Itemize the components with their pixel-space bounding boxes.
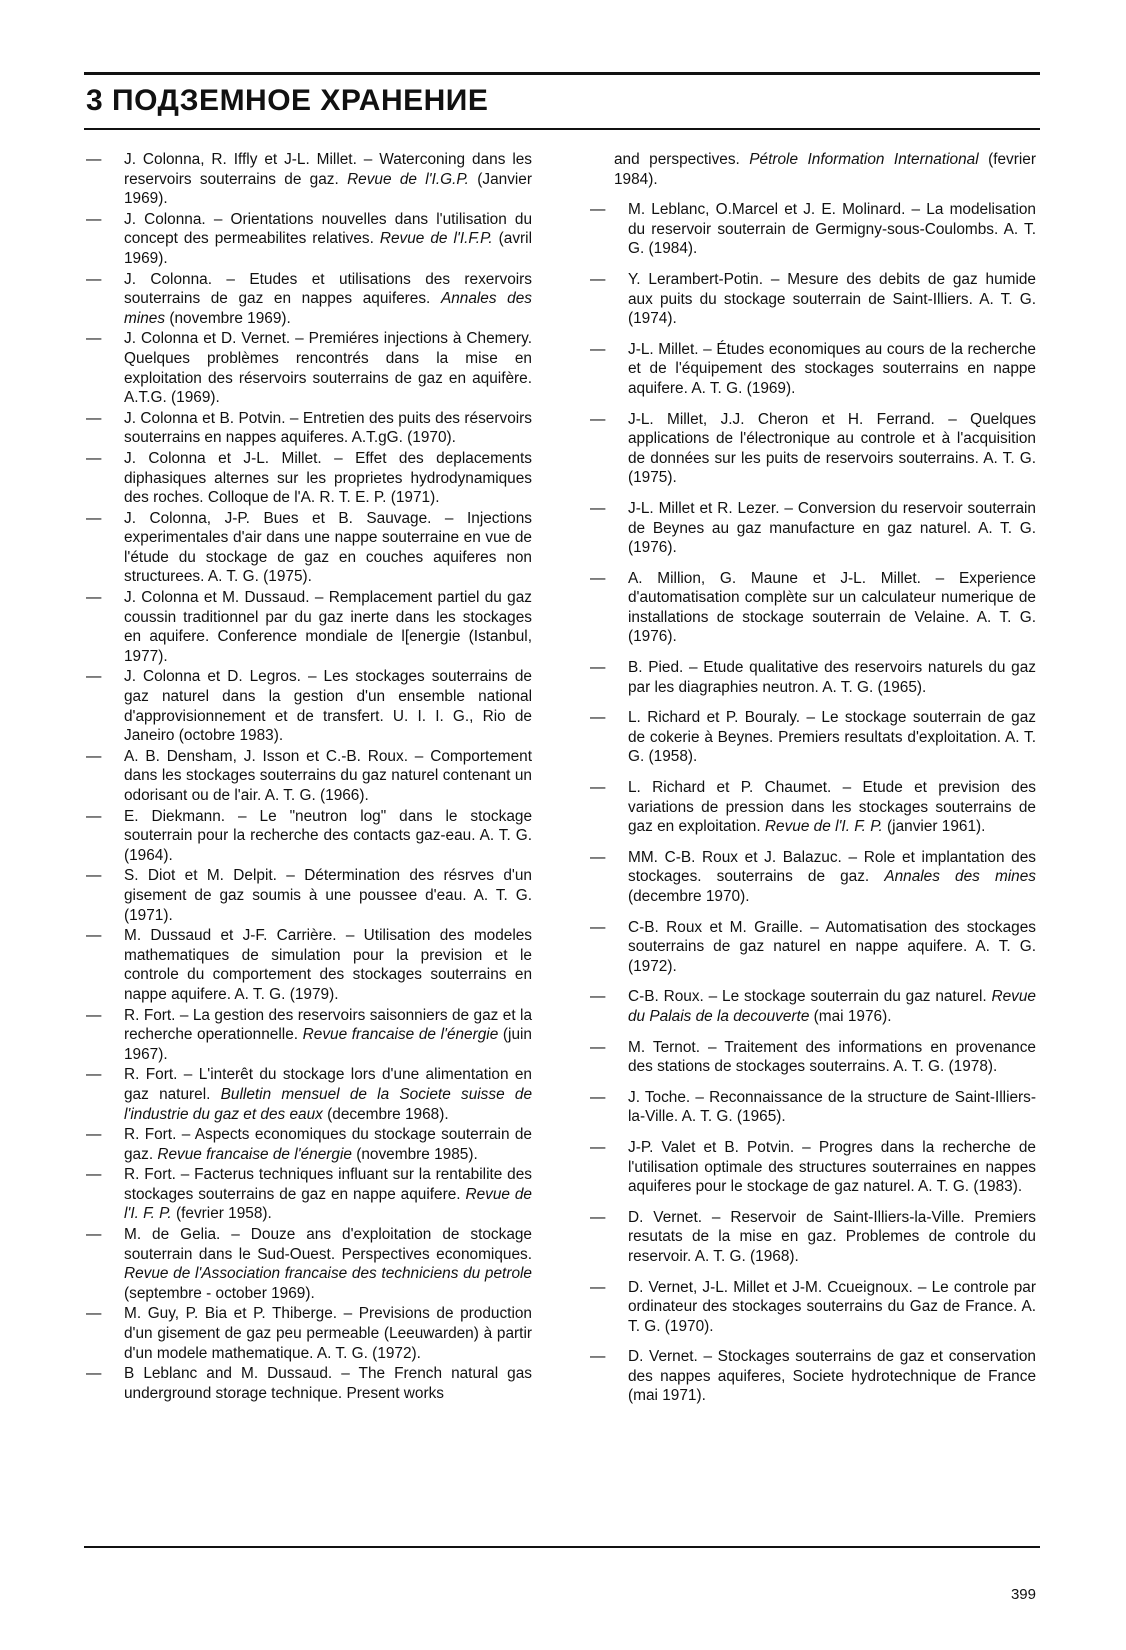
reference-tail: (avril 1969). bbox=[124, 230, 532, 267]
reference-text: A. Million, G. Maune et J-L. Millet. – Experience d'automatisation complète sur un calculateur numerique de installations de stockage souterrain de Velaine. A. T. G. (1976). bbox=[628, 569, 1036, 646]
reference-text: Y. Lerambert-Potin. – Mesure des debits de gaz humide aux puits du stockage souterrain de Saint-Illiers. A. T. G. (1974). bbox=[628, 270, 1036, 328]
entry-dash: — bbox=[86, 1006, 102, 1024]
reference-text: J-P. Valet et B. Potvin. – Progres dans la recherche de l'utilisation optimale des structures souterraines en nappes aquiferes pour le stockage de gaz naturel. A. T. G. (1983). bbox=[628, 1138, 1036, 1196]
reference-entry bbox=[84, 409, 532, 448]
entry-dash: — bbox=[86, 1166, 102, 1184]
entry-dash: — bbox=[86, 1066, 102, 1084]
reference-text: S. Diot et M. Delpit. – Détermination des résrves d'un gisement de gaz soumis à une poussee d'eau. A. T. G. (1971). bbox=[124, 867, 532, 924]
reference-source: Revue francaise de l'énergie bbox=[302, 1026, 499, 1044]
reference-entry bbox=[588, 848, 1036, 907]
reference-tail: (Janvier 1969). bbox=[124, 170, 532, 208]
entry-dash: — bbox=[86, 1226, 102, 1244]
reference-entry bbox=[588, 1088, 1036, 1127]
reference-entry bbox=[84, 1065, 532, 1124]
entry-dash: — bbox=[86, 589, 102, 607]
reference-entry bbox=[588, 1138, 1036, 1197]
reference-entry bbox=[84, 210, 532, 269]
reference-text: M. Ternot. – Traitement des informations en provenance des stations de stockages souterrains. A. T. G. (1978). bbox=[628, 1038, 1036, 1076]
reference-text: B. Pied. – Etude qualitative des reservoirs naturels du gaz par les diagraphies neutron. A. T. G. (1965). bbox=[628, 659, 1036, 696]
reference-source: Revue de l'Association francaise des techniciens du petrole bbox=[124, 1265, 532, 1283]
reference-entry bbox=[588, 410, 1036, 488]
entry-dash: — bbox=[590, 499, 606, 517]
reference-text: M. Leblanc, O.Marcel et J. E. Molinard. – La modelisation du reservoir souterrain de Germigny-sous-Coulombs. A. T. G. (1984). bbox=[628, 201, 1036, 258]
entry-dash: — bbox=[590, 848, 606, 866]
reference-text: J. Colonna et D. Legros. – Les stockages souterrains de gaz naturel dans la gestion d'un ensemble national d'approvisionnement et de transfert. U. I. I. G., Rio de Janeiro (octobre 1983). bbox=[124, 668, 532, 745]
reference-text: J. Colonna et B. Potvin. – Entretien des puits des réservoirs souterrains en nappes aquiferes. A.T.gG. (1970). bbox=[124, 409, 532, 447]
reference-text: D. Vernet. – Stockages souterrains de gaz et conservation des nappes aquiferes, Societe hydrotechnique de France (mai 1971). bbox=[628, 1348, 1036, 1405]
reference-source: Revue de l'I.G.P. bbox=[347, 170, 469, 188]
entry-dash: — bbox=[590, 918, 606, 936]
entry-dash: — bbox=[86, 807, 102, 825]
reference-tail: (fevrier 1958). bbox=[171, 1205, 272, 1223]
entry-dash: — bbox=[86, 210, 102, 228]
reference-source: Annales des mines bbox=[884, 868, 1036, 886]
reference-source: Revue de l'I. F. P. bbox=[124, 1185, 532, 1223]
entry-dash: — bbox=[590, 1278, 606, 1296]
entry-dash: — bbox=[590, 410, 606, 428]
reference-text: J. Colonna. – Orientations nouvelles dans l'utilisation du concept des permeabilites relatives. bbox=[124, 210, 532, 248]
reference-entry bbox=[84, 1225, 532, 1303]
reference-tail: (decembre 1968). bbox=[322, 1105, 449, 1123]
reference-entry bbox=[588, 1278, 1036, 1337]
reference-text: R. Fort. – La gestion des reservoirs saisonniers de gaz et la recherche operationnelle. bbox=[124, 1006, 532, 1044]
entry-dash: — bbox=[590, 779, 606, 797]
entry-dash: — bbox=[86, 509, 102, 527]
entry-dash: — bbox=[590, 659, 606, 677]
reference-text: M. de Gelia. – Douze ans d'exploitation de stockage souterrain dans le Sud-Ouest. Perspectives economiques. bbox=[124, 1226, 532, 1263]
reference-entry bbox=[588, 658, 1036, 697]
entry-dash: — bbox=[86, 151, 102, 168]
reference-tail: (novembre 1985). bbox=[351, 1145, 478, 1163]
reference-text: J. Colonna, J-P. Bues et B. Sauvage. – Injections experimentales d'air dans une nappe souterraine en vue de l'étude du stockage de gaz en couches aquiferes non structurees. A. T. G. (1975). bbox=[124, 509, 532, 586]
reference-text: D. Vernet, J-L. Millet et J-M. Ccueignoux. – Le controle par ordinateur des stockages souterrains du Gaz de France. A. T. G. (1970). bbox=[628, 1278, 1036, 1335]
reference-text: A. B. Densham, J. Isson et C.-B. Roux. – Comportement dans les stockages souterrains du gaz naturel contenant un odorisant ou de l'air. A. T. G. (1966). bbox=[124, 747, 532, 804]
reference-entry bbox=[84, 747, 532, 806]
reference-text: D. Vernet. – Reservoir de Saint-Illiers-la-Ville. Premiers resutats de la mise en gaz. Problemes de controle du reservoir. A. T. G. (1968). bbox=[628, 1208, 1036, 1265]
reference-tail: (juin 1967). bbox=[124, 1026, 532, 1063]
reference-entry bbox=[84, 270, 532, 329]
reference-text: L. Richard et P. Bouraly. – Le stockage souterrain de gaz de cokerie à Beynes. Premiers resultats d'exploitation. A. T. G. (1958). bbox=[628, 709, 1036, 766]
reference-entry bbox=[588, 1038, 1036, 1077]
reference-text: C-B. Roux. – Le stockage souterrain du gaz naturel. bbox=[628, 988, 992, 1006]
bottom-rule bbox=[84, 1546, 1040, 1548]
reference-entry bbox=[84, 588, 532, 666]
entry-dash: — bbox=[86, 747, 102, 765]
reference-text: MM. C-B. Roux et J. Balazuc. – Role et implantation des stockages. souterrains de gaz. bbox=[628, 848, 1036, 886]
entry-dash: — bbox=[86, 668, 102, 686]
reference-text: E. Diekmann. – Le "neutron log" dans le stockage souterrain pour la recherche des contacts gaz-eau. A. T. G. (1964). bbox=[124, 807, 532, 864]
reference-entry bbox=[588, 1208, 1036, 1267]
reference-entry bbox=[588, 569, 1036, 647]
entry-dash: — bbox=[86, 927, 102, 945]
entry-dash: — bbox=[86, 409, 102, 427]
reference-source: Revue de l'I. F. P. bbox=[764, 818, 883, 836]
reference-tail: (septembre - october 1969). bbox=[124, 1284, 315, 1302]
right-column bbox=[588, 150, 1036, 1417]
reference-tail: (mai 1976). bbox=[809, 1007, 892, 1025]
reference-text: L. Richard et P. Chaumet. – Etude et prevision des variations de pression dans les stockages souterrains de gaz en exploitation. bbox=[628, 779, 1036, 836]
reference-text: J. Colonna et D. Vernet. – Premiéres injections à Chemery. Quelques problèmes rencontrés dans la mise en exploitation des réservoirs souterrains de gaz en aquifère. A.T.G. (1969). bbox=[124, 330, 532, 407]
reference-entry bbox=[588, 778, 1036, 837]
reference-entry bbox=[588, 1347, 1036, 1406]
reference-entry bbox=[588, 987, 1036, 1026]
reference-source: Revue de l'I.F.P. bbox=[379, 230, 493, 248]
reference-text: R. Fort. – L'interêt du stockage lors d'une alimentation en gaz naturel. bbox=[124, 1066, 532, 1103]
entry-dash: — bbox=[86, 1126, 102, 1144]
entry-dash: — bbox=[590, 270, 606, 288]
reference-entry bbox=[84, 1304, 532, 1363]
entry-dash: — bbox=[590, 1208, 606, 1226]
reference-entry bbox=[588, 200, 1036, 259]
entry-dash: — bbox=[590, 1038, 606, 1056]
reference-entry bbox=[588, 708, 1036, 767]
reference-text: R. Fort. – Aspects economiques du stockage souterrain de gaz. bbox=[124, 1126, 532, 1163]
reference-source: Revue francaise de l'énergie bbox=[157, 1145, 352, 1163]
entry-dash: — bbox=[86, 867, 102, 885]
reference-text: M. Dussaud et J-F. Carrière. – Utilisation des modeles mathematiques de simulation pour la prevision et le controle du comportement des stockages souterrains en nappe aquifere. A. T. G. (1979). bbox=[124, 927, 532, 1003]
reference-text: J-L. Millet et R. Lezer. – Conversion du reservoir souterrain de Beynes au gaz manufacture en gaz naturel. A. T. G. (1976). bbox=[628, 499, 1036, 557]
reference-text: J-L. Millet, J.J. Cheron et H. Ferrand. – Quelques applications de l'électronique au controle et à l'acquisition de données sur les puits de reservoirs souterrains. A. T. G. (1975). bbox=[628, 410, 1036, 487]
reference-entry bbox=[84, 667, 532, 745]
reference-text: M. Guy, P. Bia et P. Thiberge. – Previsions de production d'un gisement de gaz peu permeable (Leeuwarden) à partir d'un modele mathematique. A. T. G. (1972). bbox=[124, 1305, 532, 1362]
left-column bbox=[84, 150, 532, 1404]
section-title: 3 ПОДЗЕМНОЕ ХРАНЕНИЕ bbox=[86, 84, 489, 117]
reference-entry bbox=[84, 329, 532, 407]
reference-entry bbox=[84, 1125, 532, 1164]
entry-dash: — bbox=[590, 709, 606, 727]
reference-text: J. Colonna. – Etudes et utilisations des rexervoirs souterrains de gaz en nappes aquiferes. bbox=[124, 270, 532, 308]
entry-dash: — bbox=[86, 1365, 102, 1383]
reference-entry bbox=[84, 1165, 532, 1224]
reference-tail: (janvier 1961). bbox=[882, 818, 986, 836]
reference-entry bbox=[588, 499, 1036, 558]
reference-entry bbox=[84, 807, 532, 866]
reference-entry bbox=[84, 866, 532, 925]
entry-dash: — bbox=[590, 340, 606, 358]
entry-dash: — bbox=[590, 1088, 606, 1106]
reference-text: J. Colonna et M. Dussaud. – Remplacement partiel du gaz coussin traditionnel par du gaz inerte dans les stockages en aquifere. Conference mondiale de l[energie (Istanbul, 1977). bbox=[124, 589, 532, 665]
entry-dash: — bbox=[590, 988, 606, 1006]
entry-dash: — bbox=[590, 1138, 606, 1156]
reference-tail: (decembre 1970). bbox=[628, 888, 750, 905]
reference-entry bbox=[588, 340, 1036, 399]
reference-text: J. Toche. – Reconnaissance de la structure de Saint-Illiers- la-Ville. A. T. G. (1965). bbox=[628, 1088, 1036, 1126]
entry-dash: — bbox=[86, 330, 102, 348]
reference-entry bbox=[84, 1364, 532, 1403]
entry-dash: — bbox=[590, 569, 606, 587]
reference-tail: (novembre 1969). bbox=[165, 309, 291, 327]
entry-dash: — bbox=[86, 270, 102, 288]
page-number: 399 bbox=[1010, 1586, 1036, 1603]
reference-source: Annales des mines bbox=[124, 290, 532, 327]
reference-text: J. Colonna, R. Iffly et J-L. Millet. – Waterconing dans les reservoirs souterrains de gaz. bbox=[124, 151, 532, 188]
reference-text: C-B. Roux et M. Graille. – Automatisation des stockages souterrains de gaz naturel en nappe aquifere. A. T. G. (1972). bbox=[628, 918, 1036, 975]
reference-entry bbox=[588, 270, 1036, 329]
reference-source: Revue du Palais de la decouverte bbox=[628, 988, 1036, 1025]
reference-text: B Leblanc and M. Dussaud. – The French natural gas underground storage technique. Present works bbox=[124, 1365, 532, 1402]
entry-dash: — bbox=[590, 1348, 606, 1366]
reference-entry bbox=[84, 150, 532, 209]
reference-entry bbox=[84, 926, 532, 1004]
reference-text: J-L. Millet. – Études economiques au cours de la recherche et de l'équipement des stockages souterrains en nappe aquifere. A. T. G. (1969). bbox=[628, 340, 1036, 397]
reference-entry bbox=[84, 1006, 532, 1065]
reference-text: R. Fort. – Facterus techniques influant sur la rentabilite des stockages souterrains de gaz en nappe aquifere. bbox=[124, 1166, 532, 1203]
title-rule bbox=[84, 128, 1040, 130]
entry-dash: — bbox=[86, 449, 102, 467]
entry-dash: — bbox=[590, 201, 606, 219]
reference-source: Bulletin mensuel de la Societe suisse de l'industrie du gaz et des eaux bbox=[124, 1085, 532, 1123]
reference-entry bbox=[84, 509, 532, 587]
reference-entry bbox=[84, 449, 532, 508]
reference-text: J. Colonna et J-L. Millet. – Effet des deplacements diphasiques alternes sur les proprietes hydrodynamiques des roches. Colloque de l'A. R. T. E. P. (1971). bbox=[124, 449, 532, 507]
reference-continuation: and perspectives. Pétrole Information International (fevrier 1984). bbox=[614, 151, 1036, 188]
entry-dash: — bbox=[86, 1305, 102, 1323]
reference-entry bbox=[588, 918, 1036, 977]
top-rule bbox=[84, 72, 1040, 75]
